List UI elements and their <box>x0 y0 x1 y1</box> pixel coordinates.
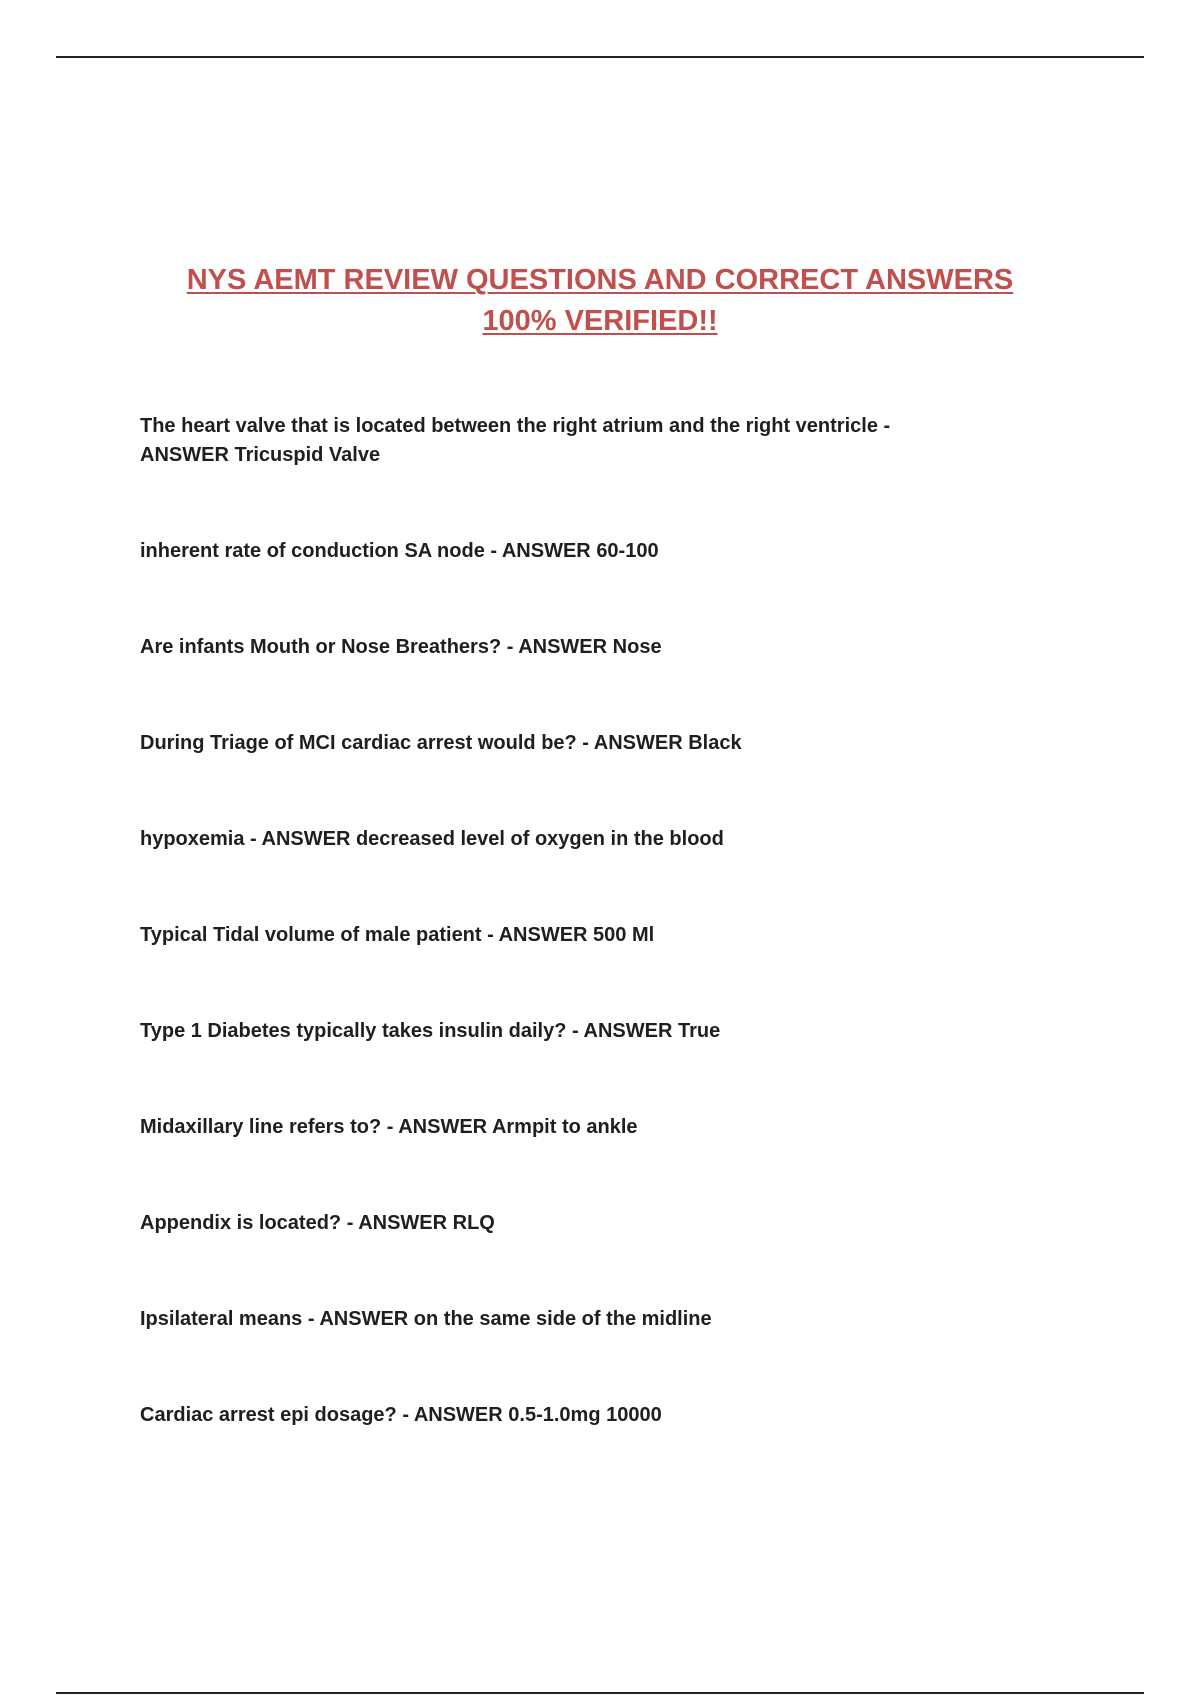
qa-question: Are infants Mouth or Nose Breathers? <box>140 636 502 658</box>
qa-question: inherent rate of conduction SA node <box>140 540 485 562</box>
qa-answer-label: ANSWER <box>398 1116 488 1138</box>
qa-answer: RLQ <box>452 1212 495 1234</box>
qa-question: Midaxillary line refers to? <box>140 1116 382 1138</box>
qa-question: Typical Tidal volume of male patient <box>140 924 482 946</box>
top-rule <box>56 56 1144 58</box>
qa-answer: 60-100 <box>596 540 659 562</box>
title-line-1: NYS AEMT REVIEW QUESTIONS AND CORRECT ANSWERS <box>186 264 1014 296</box>
qa-answer-label: ANSWER <box>501 540 591 562</box>
qa-answer-label: ANSWER <box>140 444 229 466</box>
qa-item: hypoxemia - ANSWER decreased level of oxygen in the blood <box>140 828 724 850</box>
qa-answer: 0.5-1.0mg 10000 <box>508 1404 662 1426</box>
qa-item: The heart valve that is located between the right atrium and the right ventricle - ANSWER Tricuspid Valve <box>140 415 891 466</box>
qa-answer: on the same side of the midline <box>413 1308 712 1330</box>
qa-question: Cardiac arrest epi dosage? <box>140 1404 397 1426</box>
qa-question: During Triage of MCI cardiac arrest would be? <box>140 732 577 754</box>
qa-question: Appendix is located? <box>140 1212 342 1234</box>
qa-answer-label: ANSWER <box>319 1308 409 1330</box>
bottom-rule <box>56 1692 1144 1694</box>
qa-answer-label: ANSWER <box>593 732 683 754</box>
qa-question: Ipsilateral means <box>140 1308 303 1330</box>
qa-item: During Triage of MCI cardiac arrest would be? - ANSWER Black <box>140 732 742 754</box>
qa-item: inherent rate of conduction SA node - ANSWER 60-100 <box>140 540 659 562</box>
qa-answer-label: ANSWER <box>583 1020 673 1042</box>
qa-answer: True <box>677 1020 721 1042</box>
document-title <box>120 260 1080 341</box>
qa-answer: 500 Ml <box>593 924 655 946</box>
qa-answer: Armpit to ankle <box>491 1116 638 1138</box>
qa-question: Type 1 Diabetes typically takes insulin daily? <box>140 1020 567 1042</box>
qa-item: Cardiac arrest epi dosage? - ANSWER 0.5-1.0mg 10000 <box>140 1404 662 1426</box>
qa-item: Ipsilateral means - ANSWER on the same side of the midline <box>140 1308 712 1330</box>
qa-answer-label: ANSWER <box>358 1212 448 1234</box>
qa-answer-label: ANSWER <box>498 924 588 946</box>
qa-list <box>140 412 980 1430</box>
qa-question: The heart valve that is located between the right atrium and the right ventricle <box>140 415 878 437</box>
title-line-2: 100% VERIFIED!! <box>482 305 718 337</box>
qa-answer: Nose <box>612 636 662 658</box>
qa-answer: Tricuspid Valve <box>234 444 381 466</box>
qa-item: Type 1 Diabetes typically takes insulin daily? - ANSWER True <box>140 1020 721 1042</box>
qa-item: Are infants Mouth or Nose Breathers? - ANSWER Nose <box>140 636 662 658</box>
qa-item: Appendix is located? - ANSWER RLQ <box>140 1212 495 1234</box>
qa-question: hypoxemia <box>140 828 245 850</box>
qa-answer-label: ANSWER <box>261 828 351 850</box>
qa-answer-label: ANSWER <box>518 636 608 658</box>
qa-item: Midaxillary line refers to? - ANSWER Armpit to ankle <box>140 1116 638 1138</box>
qa-answer: Black <box>688 732 742 754</box>
qa-answer-label: ANSWER <box>413 1404 503 1426</box>
qa-answer: decreased level of oxygen in the blood <box>355 828 724 850</box>
qa-item: Typical Tidal volume of male patient - ANSWER 500 Ml <box>140 924 655 946</box>
